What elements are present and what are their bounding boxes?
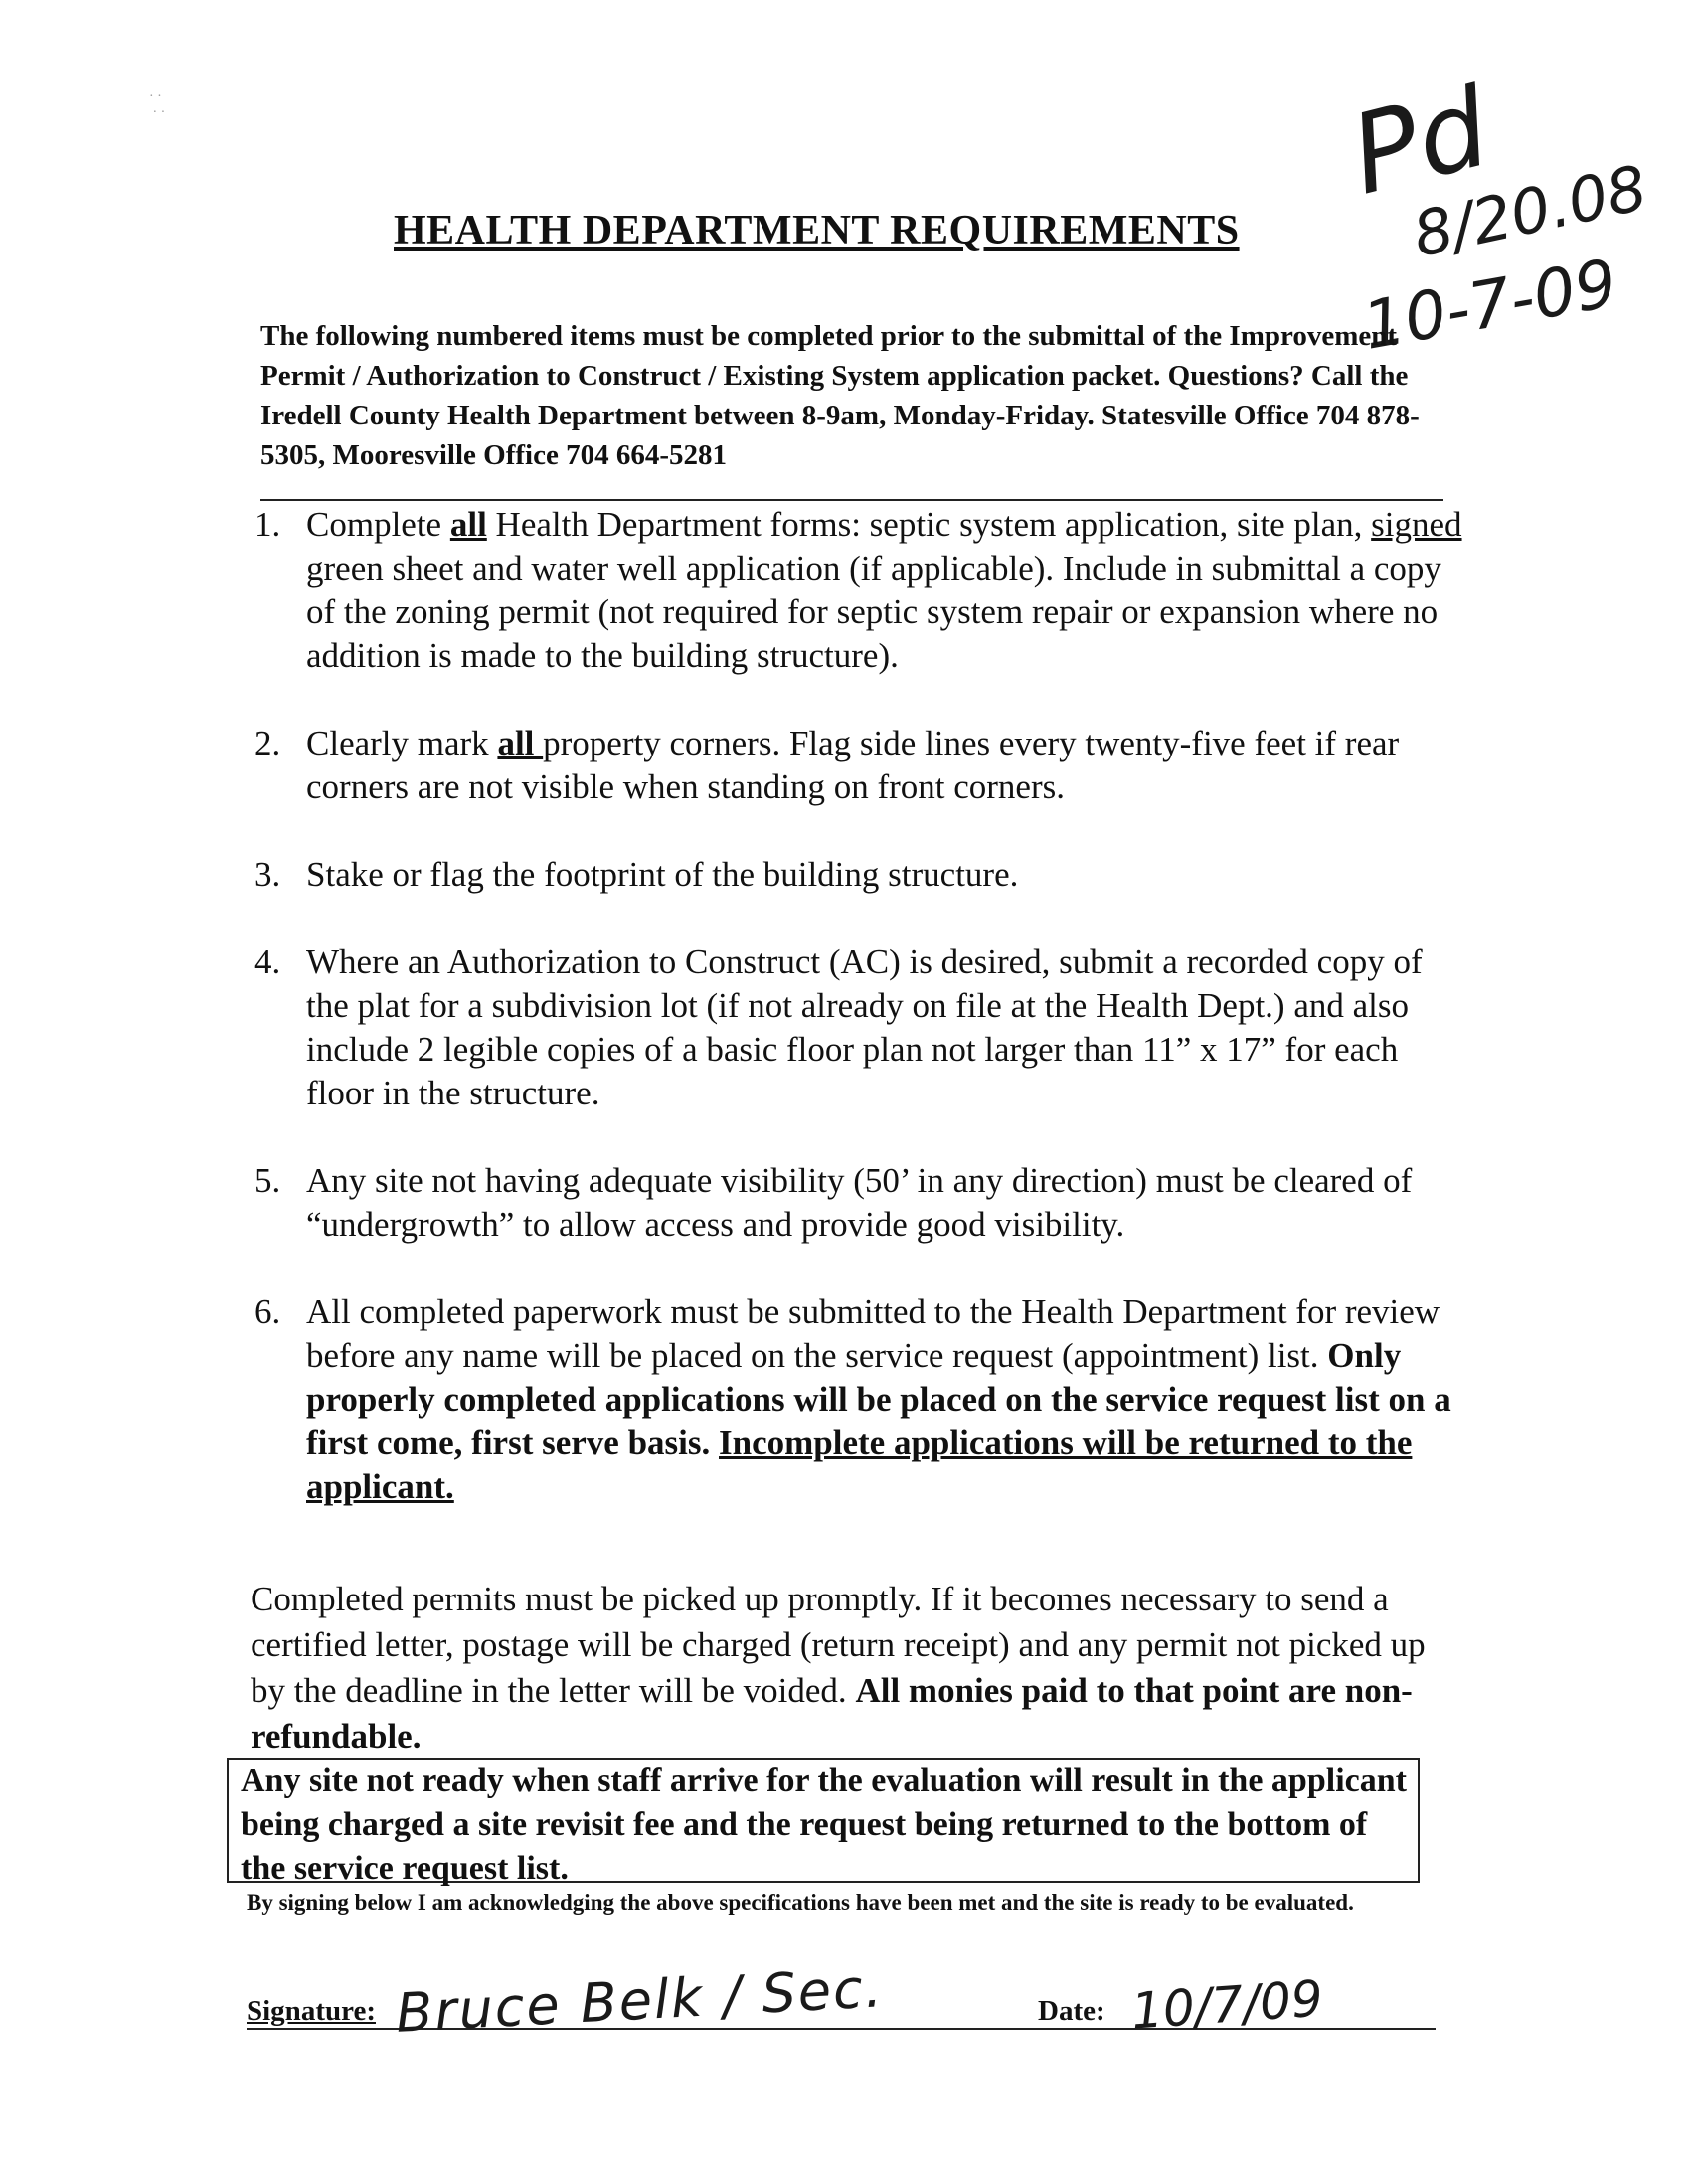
pickup-bold-text: All monies paid to that point are non-refundable. [251,1671,1413,1756]
item-text: Any site not having adequate visibility (50’ in any direction) must be cleared of “undergrowth” to allow access and provide good visibility. [306,1161,1413,1244]
item-emphasis: all [497,724,544,762]
item-text: Health Department forms: septic system application, site plan, [486,505,1372,544]
item-number: 4. [254,942,281,981]
revisit-fee-notice-box: Any site not ready when staff arrive for the evaluation will result in the applicant being charged a site revisit fee and the request being returned to the bottom of the service request list. [227,1758,1420,1883]
list-item [254,940,1467,1115]
signature-label: Signature: [247,1995,376,2027]
item-number: 5. [254,1161,281,1200]
item-text: All completed paperwork must be submitted to the Health Department for review before any name will be placed on the service request (appointment) list. [306,1292,1440,1375]
item-number: 6. [254,1292,281,1331]
handwritten-note-line: Pd [1338,63,1501,220]
scan-specks: · · · · [149,89,166,120]
list-item [254,1159,1467,1247]
handwritten-note-line: 8/20.08 [1407,151,1653,271]
item-emphasis: signed [1371,505,1462,544]
date-label: Date: [1038,1995,1105,2027]
item-text: property corners. Flag side lines every twenty-five feet if rear corners are not visible when standing on front corners. [306,724,1400,806]
item-text: Clearly mark [306,724,498,762]
signature-row [247,1956,1440,2045]
item-text: Where an Authorization to Construct (AC) is desired, submit a recorded copy of the plat for a subdivision lot (if not already on file at the Health Dept.) and also include 2 legible copies of a basic floor plan not larger than 11” x 17” for each floor in the structure. [306,942,1423,1112]
item-bold-text: Only properly completed applications will be placed on the service request list on a first come, first serve basis. [306,1336,1451,1462]
item-emphasis: all [449,505,487,544]
handwritten-note-line: 10-7-09 [1357,245,1623,365]
acknowledgement-text: By signing below I am acknowledging the above specifications have been met and the site is ready to be evaluated. [247,1890,1354,1915]
item-number: 2. [254,724,281,762]
item-text: Complete [306,505,450,544]
item-text: green sheet and water well application (if applicable). Include in submittal a copy of the zoning permit (not required for septic system repair or expansion where no addition is made to the building structure). [306,549,1441,675]
item-number: 3. [254,855,281,894]
page-title: HEALTH DEPARTMENT REQUIREMENTS [394,208,1240,253]
pickup-paragraph [251,1577,1453,1760]
divider [260,499,1443,501]
pickup-text: Completed permits must be picked up promptly. If it becomes necessary to send a certified letter, postage will be charged (return receipt) and any permit not picked up by the deadline in the letter will be voided. [251,1580,1426,1710]
handwritten-signature: Bruce Belk / Sec. [394,1956,886,2045]
list-item [254,722,1467,809]
item-bold-underline-text: Incomplete applications will be returned to the applicant. [306,1424,1413,1506]
requirements-list [254,503,1467,1553]
list-item [254,503,1467,678]
item-number: 1. [254,505,281,544]
list-item [254,853,1467,897]
intro-paragraph: The following numbered items must be completed prior to the submittal of the Improvement Permit / Authorization to Construct / Existing System application packet. Questions? Call the Iredell County Health Department between 8-9am, Monday-Friday. Statesville Office 704 878-5305, Mooresville Office 704 664-5281 [260,320,1420,471]
handwritten-date: 10/7/09 [1129,1969,1325,2041]
list-item [254,1290,1467,1509]
item-text: Stake or flag the footprint of the building structure. [306,855,1019,894]
